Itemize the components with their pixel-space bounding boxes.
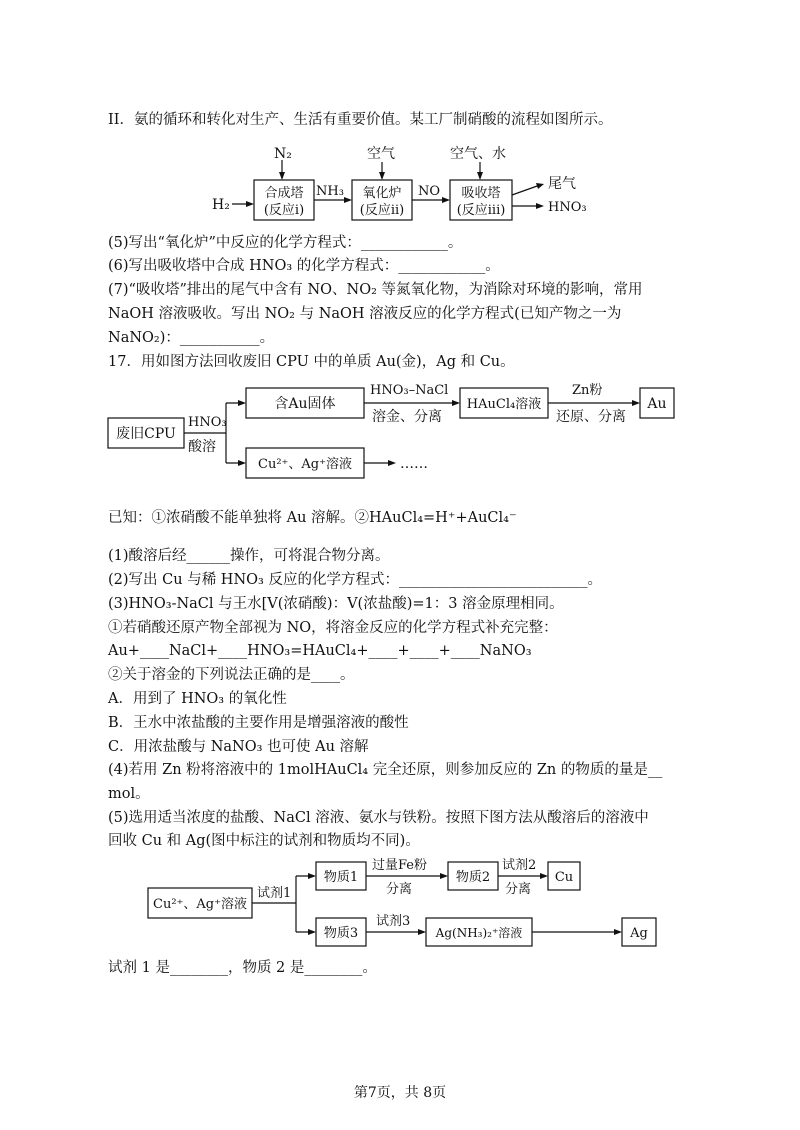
label-air-water: 空气、水	[450, 146, 506, 162]
label-acid-dissolve: 酸溶	[188, 439, 216, 455]
arrow-tail-gas	[512, 185, 540, 195]
answer-line: 试剂 1 是________，物质 2 是________。	[108, 960, 377, 976]
part-3: (3)HNO₃-NaCl 与王水[V(浓硝酸)：V(浓盐酸)=1：3 溶金原理相同。	[108, 596, 564, 612]
part-4-line1: (4)若用 Zn 粉将溶液中的 1molHAuCl₄ 完全还原，则参加反应的 Zn 的物质的量是__	[108, 762, 663, 778]
option-a: A．用到了 HNO₃ 的氧化性	[108, 691, 287, 707]
box1-line1: 合成塔	[264, 186, 304, 201]
label-reagent2: 试剂2	[502, 858, 537, 873]
page-footer: 第7页，共 8页	[353, 1085, 447, 1101]
label-cu-ag-start: Cu²⁺、Ag⁺溶液	[153, 897, 247, 912]
label-separate2: 分离	[505, 882, 532, 897]
question-5: (5)写出“氧化炉”中反应的化学方程式：____________。	[108, 235, 463, 251]
label-air: 空气	[367, 146, 395, 162]
part-3-equation: Au+____NaCl+____HNO₃=HAuCl₄+____+____+____NaNO₃	[108, 643, 532, 659]
label-cu: Cu	[554, 870, 574, 885]
label-excess-fe: 过量Fe粉	[372, 858, 428, 873]
label-cu-ag-solution: Cu²⁺、Ag⁺溶液	[258, 457, 352, 472]
question-17-title: 17．用如图方法回收废旧 CPU 中的单质 Au(金)，Ag 和 Cu。	[108, 354, 515, 370]
part-3-1: ①若硝酸还原产物全部视为 NO，将溶金反应的化学方程式补充完整：	[108, 620, 558, 636]
label-dissolve-separate: 溶金、分离	[372, 409, 442, 425]
label-reagent3: 试剂3	[376, 914, 411, 929]
label-ag: Ag	[630, 926, 648, 941]
label-no: NO	[418, 184, 441, 199]
box3-line2: (反应iii)	[456, 203, 506, 218]
question-6: (6)写出吸收塔中合成 HNO₃ 的化学方程式：____________。	[108, 258, 500, 274]
label-tail-gas: 尾气	[548, 176, 576, 192]
label-n2: N₂	[274, 146, 292, 162]
label-hno3-nacl: HNO₃–NaCl	[370, 383, 449, 398]
box1-line2: (反应i)	[263, 203, 305, 218]
label-au: Au	[647, 396, 667, 412]
label-nh3: NH₃	[316, 184, 344, 199]
box2-line1: 氧化炉	[362, 186, 402, 201]
label-hno3-acid: HNO₃	[188, 415, 227, 430]
part-2: (2)写出 Cu 与稀 HNO₃ 反应的化学方程式：__________________________。	[108, 572, 602, 588]
label-hno3-out: HNO₃	[548, 200, 587, 215]
label-h2: H₂	[212, 197, 230, 213]
known-conditions: 已知：①浓硝酸不能单独将 Au 溶解。②HAuCl₄=H⁺+AuCl₄⁻	[108, 510, 517, 526]
label-cpu: 废旧CPU	[116, 426, 176, 442]
question-7-line2: NaOH 溶液吸收。写出 NO₂ 与 NaOH 溶液反应的化学方程式(已知产物之一为	[108, 306, 622, 322]
box3-line1: 吸收塔	[461, 186, 501, 201]
question-7-line3: NaNO₂)：___________。	[108, 330, 275, 346]
option-c: C．用浓盐酸与 NaNO₃ 也可使 Au 溶解	[108, 739, 369, 755]
label-zn: Zn粉	[572, 383, 603, 398]
label-haucl4: HAuCl₄溶液	[466, 397, 542, 412]
label-substance1: 物质1	[323, 870, 359, 885]
box2-line2: (反应ii)	[359, 203, 405, 218]
label-separate1: 分离	[386, 882, 413, 897]
question-7-line1: (7)“吸收塔”排出的尾气中含有 NO、NO₂ 等氮氧化物，为消除对环境的影响，常用	[108, 282, 643, 298]
label-reduce-separate: 还原、分离	[556, 409, 626, 425]
part-5-line2: 回收 Cu 和 Ag(图中标注的试剂和物质均不同)。	[108, 833, 420, 849]
label-ellipsis: ……	[400, 456, 428, 472]
part-1: (1)酸溶后经______操作，可将混合物分离。	[108, 548, 390, 564]
part-5-line1: (5)选用适当浓度的盐酸、NaCl 溶液、氨水与铁粉。按照下图方法从酸溶后的溶液中	[108, 810, 649, 826]
label-reagent1: 试剂1	[257, 886, 292, 901]
label-substance3: 物质3	[323, 926, 359, 941]
section2-intro: II．氨的循环和转化对生产、生活有重要价值。某工厂制硝酸的流程如图所示。	[108, 112, 613, 128]
label-au-solid: 含Au固体	[274, 396, 336, 412]
part-3-2: ②关于溶金的下列说法正确的是____。	[108, 667, 355, 683]
label-ag-complex: Ag(NH₃)₂⁺溶液	[435, 926, 523, 940]
option-b: B．王水中浓盐酸的主要作用是增强溶液的酸性	[108, 715, 409, 731]
part-4-line2: mol。	[108, 786, 150, 802]
label-substance2: 物质2	[455, 870, 491, 885]
